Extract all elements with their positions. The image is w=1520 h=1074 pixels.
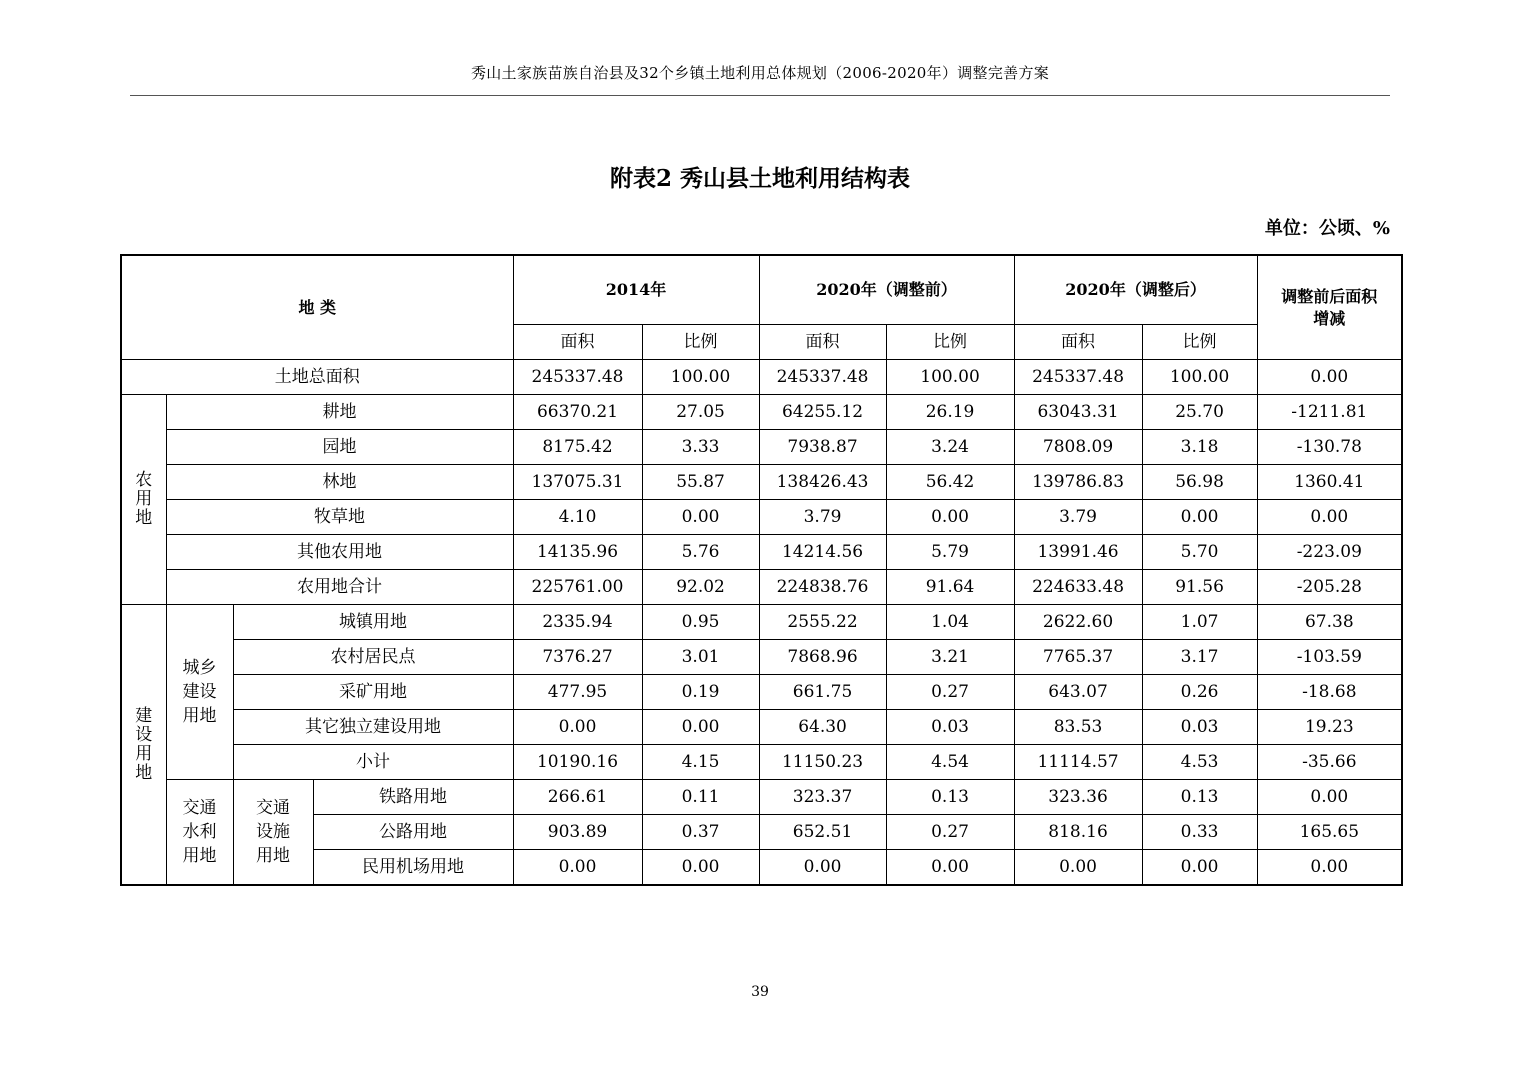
group-line: 建设 (182, 682, 217, 702)
cell: 14214.56 (759, 535, 886, 570)
cell: -35.66 (1257, 745, 1402, 780)
cell: 67.38 (1257, 605, 1402, 640)
group-transport-water-land (166, 780, 233, 886)
cell: 661.75 (759, 675, 886, 710)
table-row (121, 710, 1402, 745)
cell: 245337.48 (513, 360, 642, 395)
cell: 4.15 (642, 745, 759, 780)
row-label: 小计 (233, 745, 513, 780)
cell: 3.24 (886, 430, 1014, 465)
area-header: 面积 (759, 325, 886, 360)
land-use-structure-table (120, 254, 1403, 886)
cell: 0.03 (1142, 710, 1257, 745)
cell: 64255.12 (759, 395, 886, 430)
cell: 55.87 (642, 465, 759, 500)
row-label: 其他农用地 (166, 535, 513, 570)
year-2014-header: 2014年 (513, 255, 759, 325)
group-line: 用地 (182, 706, 217, 726)
table-row (121, 850, 1402, 886)
group-char: 设 (135, 724, 153, 745)
row-label: 其它独立建设用地 (233, 710, 513, 745)
area-header: 面积 (513, 325, 642, 360)
group-construction-land (121, 605, 166, 886)
cell: 0.37 (642, 815, 759, 850)
cell: 91.56 (1142, 570, 1257, 605)
cell: 0.00 (1014, 850, 1142, 886)
cell: 1.07 (1142, 605, 1257, 640)
row-label: 土地总面积 (121, 360, 513, 395)
change-header-line-1: 调整前后面积 (1281, 286, 1378, 306)
row-label: 耕地 (166, 395, 513, 430)
cell: 0.33 (1142, 815, 1257, 850)
table-row (121, 745, 1402, 780)
cell: -18.68 (1257, 675, 1402, 710)
ratio-header: 比例 (642, 325, 759, 360)
cell: 0.03 (886, 710, 1014, 745)
cell: 224838.76 (759, 570, 886, 605)
cell: 0.00 (1257, 360, 1402, 395)
group-line: 用地 (182, 846, 217, 866)
cell: 11114.57 (1014, 745, 1142, 780)
cell: 7938.87 (759, 430, 886, 465)
year-2020-before-header: 2020年（调整前） (759, 255, 1014, 325)
cell: 91.64 (886, 570, 1014, 605)
group-char: 用 (135, 489, 153, 509)
cell: 0.00 (513, 850, 642, 886)
cell: 14135.96 (513, 535, 642, 570)
cell: 13991.46 (1014, 535, 1142, 570)
cell: 323.37 (759, 780, 886, 815)
group-agricultural-land (121, 395, 166, 605)
cell: 224633.48 (1014, 570, 1142, 605)
table-row (121, 570, 1402, 605)
cell: 8175.42 (513, 430, 642, 465)
cell: 4.10 (513, 500, 642, 535)
cell: 0.26 (1142, 675, 1257, 710)
cell: 2555.22 (759, 605, 886, 640)
cell: -223.09 (1257, 535, 1402, 570)
cell: 2335.94 (513, 605, 642, 640)
cell: 0.00 (1142, 500, 1257, 535)
cell: 0.27 (886, 675, 1014, 710)
cell: 64.30 (759, 710, 886, 745)
year-2020-after-header: 2020年（调整后） (1014, 255, 1257, 325)
ratio-header: 比例 (1142, 325, 1257, 360)
table-row (121, 535, 1402, 570)
cell: 7808.09 (1014, 430, 1142, 465)
group-char: 地 (135, 508, 153, 528)
cell: 5.79 (886, 535, 1014, 570)
cell: 266.61 (513, 780, 642, 815)
cell: -205.28 (1257, 570, 1402, 605)
category-header: 地 类 (121, 255, 513, 360)
table-row (121, 465, 1402, 500)
table-row (121, 360, 1402, 395)
cell: -1211.81 (1257, 395, 1402, 430)
cell: 3.21 (886, 640, 1014, 675)
change-header (1257, 255, 1402, 360)
cell: 0.13 (1142, 780, 1257, 815)
cell: 903.89 (513, 815, 642, 850)
cell: 56.42 (886, 465, 1014, 500)
cell: 0.00 (642, 710, 759, 745)
page-number: 39 (751, 984, 769, 1000)
ratio-header: 比例 (886, 325, 1014, 360)
cell: 11150.23 (759, 745, 886, 780)
cell: -103.59 (1257, 640, 1402, 675)
change-header-line-2: 增减 (1313, 308, 1346, 328)
cell: 138426.43 (759, 465, 886, 500)
cell: 3.79 (759, 500, 886, 535)
cell: 0.00 (513, 710, 642, 745)
cell: 0.00 (1142, 850, 1257, 886)
cell: 1360.41 (1257, 465, 1402, 500)
row-label: 铁路用地 (313, 780, 513, 815)
cell: 652.51 (759, 815, 886, 850)
row-label: 民用机场用地 (313, 850, 513, 886)
cell: 245337.48 (759, 360, 886, 395)
table-row (121, 815, 1402, 850)
row-label: 农用地合计 (166, 570, 513, 605)
row-label: 林地 (166, 465, 513, 500)
cell: 100.00 (642, 360, 759, 395)
cell: 27.05 (642, 395, 759, 430)
cell: 0.00 (1257, 780, 1402, 815)
row-label: 农村居民点 (233, 640, 513, 675)
cell: 0.95 (642, 605, 759, 640)
group-char: 农 (135, 470, 153, 490)
cell: 245337.48 (1014, 360, 1142, 395)
area-header: 面积 (1014, 325, 1142, 360)
cell: 0.11 (642, 780, 759, 815)
table-title: 附表2 秀山县土地利用结构表 (609, 165, 910, 192)
cell: 0.00 (1257, 500, 1402, 535)
group-char: 建 (135, 705, 153, 726)
cell: 100.00 (886, 360, 1014, 395)
cell: 0.00 (759, 850, 886, 886)
cell: 4.53 (1142, 745, 1257, 780)
cell: 0.19 (642, 675, 759, 710)
cell: 4.54 (886, 745, 1014, 780)
cell: 66370.21 (513, 395, 642, 430)
cell: 3.01 (642, 640, 759, 675)
group-char: 用 (135, 743, 153, 764)
cell: 5.76 (642, 535, 759, 570)
cell: 2622.60 (1014, 605, 1142, 640)
cell: 643.07 (1014, 675, 1142, 710)
cell: 225761.00 (513, 570, 642, 605)
cell: 139786.83 (1014, 465, 1142, 500)
cell: 100.00 (1142, 360, 1257, 395)
cell: 25.70 (1142, 395, 1257, 430)
cell: 0.00 (642, 500, 759, 535)
row-label: 公路用地 (313, 815, 513, 850)
cell: 0.00 (886, 850, 1014, 886)
cell: 3.18 (1142, 430, 1257, 465)
cell: 3.79 (1014, 500, 1142, 535)
cell: 83.53 (1014, 710, 1142, 745)
group-line: 水利 (182, 822, 217, 842)
cell: 7376.27 (513, 640, 642, 675)
cell: 3.33 (642, 430, 759, 465)
cell: 10190.16 (513, 745, 642, 780)
table-row (121, 640, 1402, 675)
table-row (121, 675, 1402, 710)
cell: 165.65 (1257, 815, 1402, 850)
cell: 7868.96 (759, 640, 886, 675)
cell: 19.23 (1257, 710, 1402, 745)
cell: 3.17 (1142, 640, 1257, 675)
header-row-1 (121, 255, 1402, 325)
cell: 323.36 (1014, 780, 1142, 815)
group-line: 用地 (256, 846, 290, 866)
group-line: 交通 (256, 798, 290, 818)
cell: 0.00 (886, 500, 1014, 535)
row-label: 园地 (166, 430, 513, 465)
cell: 0.27 (886, 815, 1014, 850)
cell: 0.00 (1257, 850, 1402, 886)
row-label: 城镇用地 (233, 605, 513, 640)
row-label: 牧草地 (166, 500, 513, 535)
cell: 56.98 (1142, 465, 1257, 500)
group-line: 设施 (256, 822, 290, 842)
table-row (121, 780, 1402, 815)
group-transport-facility-land (233, 780, 313, 886)
table-row (121, 430, 1402, 465)
cell: 5.70 (1142, 535, 1257, 570)
cell: 0.00 (642, 850, 759, 886)
cell: 1.04 (886, 605, 1014, 640)
cell: 92.02 (642, 570, 759, 605)
cell: -130.78 (1257, 430, 1402, 465)
cell: 26.19 (886, 395, 1014, 430)
cell: 63043.31 (1014, 395, 1142, 430)
group-line: 城乡 (182, 658, 217, 678)
group-line: 交通 (182, 798, 217, 818)
table-row (121, 500, 1402, 535)
header-rule (130, 95, 1390, 96)
cell: 818.16 (1014, 815, 1142, 850)
unit-label: 单位：公顷、% (1264, 218, 1390, 239)
table-row (121, 395, 1402, 430)
group-char: 地 (135, 762, 153, 783)
running-header: 秀山土家族苗族自治县及32个乡镇土地利用总体规划（2006-2020年）调整完善方案 (470, 64, 1050, 82)
group-urban-rural-construction (166, 605, 233, 780)
row-label: 采矿用地 (233, 675, 513, 710)
cell: 477.95 (513, 675, 642, 710)
cell: 7765.37 (1014, 640, 1142, 675)
cell: 137075.31 (513, 465, 642, 500)
table-row (121, 605, 1402, 640)
cell: 0.13 (886, 780, 1014, 815)
